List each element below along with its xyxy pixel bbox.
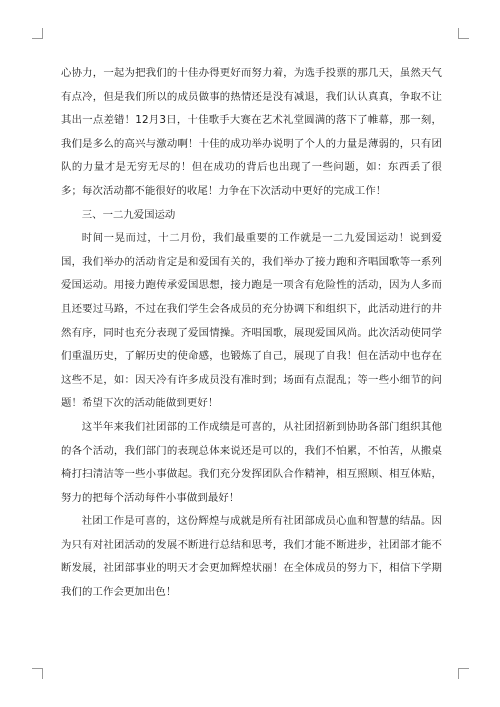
crop-mark-bottom-right bbox=[458, 668, 469, 679]
crop-mark-top-left bbox=[32, 28, 43, 39]
section-heading: 三、一二九爱国运动 bbox=[81, 208, 176, 221]
paragraph-patriotic-movement: 时间一晃而过，十二月份，我们最重要的工作就是一二九爱国运动！说到爱国，我们举办的活动肯定是和爱国有关的，我们举办了接力跑和齐唱国歌等一系列爱国运动。用接力跑传承爱国思想，接力跑是一项含有危险性的活动，因为人多而且还要过马路，不过在我们学生会各成员的充分协调下和组织下，此活动进行的井然有序，同时也充分表现了爱国情操。齐唱国歌，展现爱国风尚。此次活动使同学们重温历史，了解历史的使命感，也锻炼了自己，展现了自我！但在活动中也存在这些不足，如：因天冷有许多成员没有准时到；场面有点混乱；等一些小细节的问题！希望下次的活动能做到更好！ bbox=[61, 232, 442, 410]
paragraph-conclusion: 社团工作是可喜的，这份辉煌与成就是所有社团部成员心血和智慧的结晶。因为只有对社团活动的发展不断进行总结和思考，我们才能不断进步，社团部才能不断发展，社团部事业的明天才会更加辉煌状丽！在全体成员的努力下，相信下学期我们的工作会更加出色！ bbox=[61, 515, 442, 599]
paragraph-club-work-summary: 这半年来我们社团部的工作成绩是可喜的，从社团招新到协助各部门组织其他的各个活动，我们部门的表现总体来说还是可以的，我们不怕累，不怕苦，从搬桌椅打扫清洁等一些小事做起。我们充分发挥团队合作精神，相互照顾、相互体贴，努力的把每个活动每件小事做到最好！ bbox=[61, 420, 442, 504]
crop-mark-top-right bbox=[458, 28, 469, 39]
crop-mark-bottom-left bbox=[32, 668, 43, 679]
paragraph-continuation: 心协力，一起为把我们的十佳办得更好而努力着，为选手投票的那几天，虽然天气有点冷，但是我们所以的成员做事的热情还是没有减退，我们认认真真，争取不让其出一点差错！12月3日，十佳歌手大赛在艺术礼堂圆满的落下了帷幕，那一刻，我们是多么的高兴与激动啊！十佳的成功举办说明了个人的力量是薄弱的，只有团队的力量才是无穷无尽的！但在成功的背后也出现了一些问题，如：东西丢了很多；每次活动都不能很好的收尾！力争在下次活动中更好的完成工作！ bbox=[61, 67, 442, 197]
document-body bbox=[61, 62, 442, 605]
